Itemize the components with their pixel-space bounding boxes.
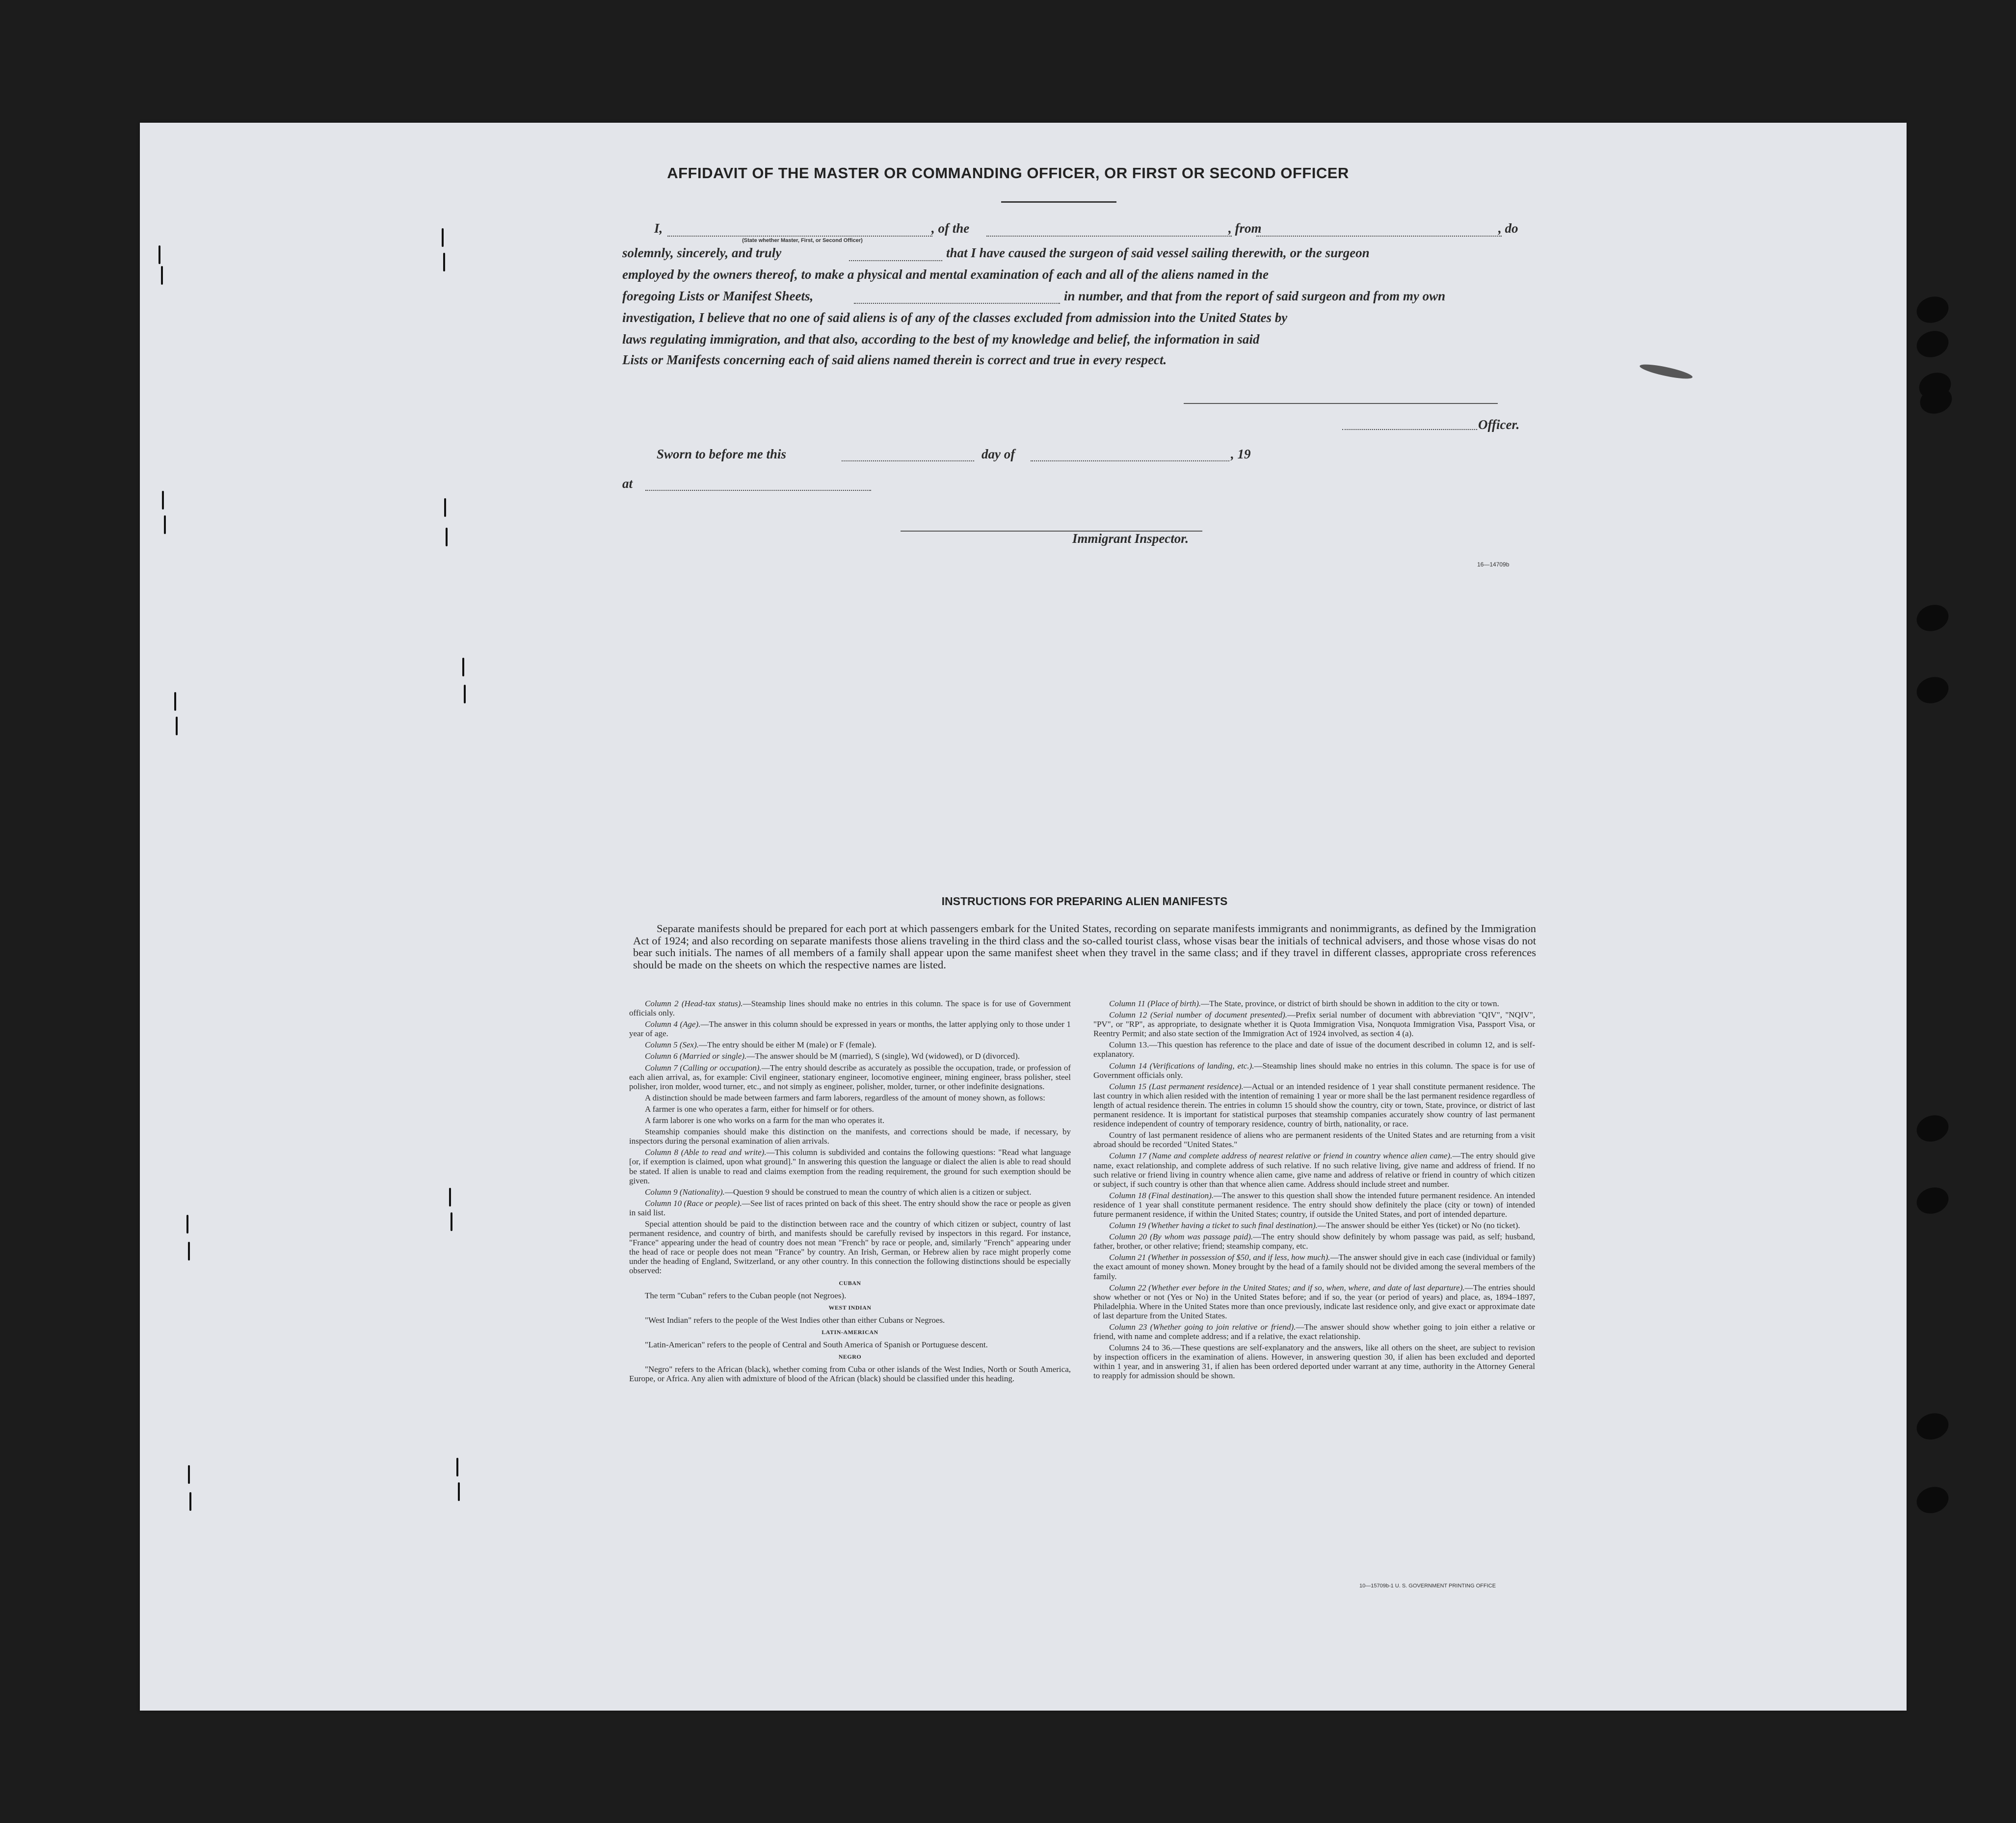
text-sworn: Sworn to before me this	[657, 447, 787, 461]
west-indian-paragraph: "West Indian" refers to the people of the West Indies other than either Cubans or Negroes.	[645, 1315, 945, 1325]
binding-mark	[458, 1482, 460, 1501]
latin-american-heading: LATIN-AMERICAN	[822, 1328, 878, 1336]
binding-mark	[176, 717, 178, 735]
officer-rank-field[interactable]	[667, 236, 932, 237]
binding-mark	[449, 1188, 451, 1206]
officer-signature-line[interactable]	[1184, 403, 1498, 404]
instructions-right-column	[1093, 999, 1535, 1383]
col20-paragraph: Column 20 (By whom was passage paid).—The entry should show definitely by whom passage was paid, as self; husband, father, brother, or other relative; friend; steamship company, etc.	[1093, 1232, 1535, 1251]
instructions-intro: Separate manifests should be prepared for each port at which passengers embark for the United States, recording on separate manifests immigrants and nonimmigrants, as defined by the Immigration Act of 1924; and also recording on separate manifests those aliens traveling in the third class and the so-called tourist class, whose visas bear the initials of technical advisers, and those whose visas do not bear such initials. The names of all members of a family shall appear upon the same manifest sheet when they travel in the same class; and if they travel in different classes, appropriate cross references should be made on the sheets on which the respective names are listed.	[633, 922, 1536, 971]
at-line	[622, 476, 1530, 491]
col17-paragraph: Column 17 (Name and complete address of nearest relative or friend in country whence alien came).—The entry should give name, exact relationship, and complete address of such relative. If no such relative living, give name and address of friend. If no such relative or friend living in country whence alien came, give name and address of relative or friend in country of which citizen or subject, if such country is other than that whence alien came. Address should include street and number.	[1093, 1151, 1535, 1189]
port-from-field[interactable]	[1256, 236, 1502, 237]
affidavit-line-4	[622, 289, 1530, 304]
vessel-name-field[interactable]	[986, 236, 1232, 237]
binding-mark	[442, 228, 444, 247]
col10-paragraph: Column 10 (Race or people).—See list of races printed on back of this sheet. The entry should show the race or people as given in said list.	[629, 1198, 1071, 1217]
binding-mark	[189, 1492, 191, 1511]
affidavit-line-7: Lists or Manifests concerning each of said aliens named therein is correct and true in every respect.	[622, 352, 1167, 367]
col2-paragraph: Column 2 (Head-tax status).—Steamship lines should make no entries in this column. The space is for use of Government officials only.	[629, 999, 1071, 1018]
affidavit-line-5: investigation, I believe that no one of said aliens is of any of the classes excluded from admission into the United States by	[622, 310, 1288, 325]
text-year: , 19	[1231, 447, 1251, 461]
punch-hole	[1913, 293, 1952, 327]
col12-paragraph: Column 12 (Serial number of document presented).—Prefix serial number of document with abbreviation "QIV", "NQIV", "PV", or "RP", as appropriate, to designate whether it is Quota Immigration Visa, Nonquota Immigration Visa, Passport Visa, or Reentry Permit; and also state section of the Immigration Act of 1924 involved, as section 4 (a).	[1093, 1010, 1535, 1039]
text-do: , do	[1498, 221, 1518, 236]
form-number: 16—14709b	[1477, 561, 1510, 568]
sheet-count-field[interactable]	[854, 303, 1060, 304]
bleed-through-text	[1904, 191, 1913, 231]
punch-hole	[1913, 601, 1952, 635]
col7-paragraph: Column 7 (Calling or occupation).—The entry should describe as accurately as possible the occupation, trade, or profession of each alien arrival, as, for example: Civil engineer, stationary engineer, locomotive engineer, mining engineer, brass polisher, steel polisher, iron molder, wood turner, etc., and not simply as engineer, polisher, molder, turner, or other indefinite designations.	[629, 1063, 1071, 1091]
binding-mark	[159, 245, 160, 264]
col13-paragraph: Column 13.—This question has reference to the place and date of issue of the document described in column 12, and is self-explanatory.	[1093, 1040, 1535, 1059]
text-surgeon: that I have caused the surgeon of said vessel sailing therewith, or the surgeon	[946, 245, 1370, 260]
col8-paragraph: Column 8 (Able to read and write).—This column is subdivided and contains the following questions: "Read what language [or, if exemption is claimed, upon what ground]." In answering this question the language or dialect the alien is able to read should be stated. If alien is unable to read and claims exemption from the reading requirement, the ground for such exemption should be given.	[629, 1148, 1071, 1185]
cuban-paragraph: The term "Cuban" refers to the Cuban people (not Negroes).	[645, 1290, 847, 1300]
col19-paragraph: Column 19 (Whether having a ticket to such final destination).—The answer should be either Yes (ticket) or No (no ticket).	[1109, 1221, 1520, 1231]
officer-label: Officer.	[1478, 417, 1520, 432]
col11-paragraph: Column 11 (Place of birth).—The State, province, or district of birth should be shown in addition to the city or town.	[1109, 999, 1499, 1008]
title-rule	[1001, 201, 1116, 203]
text-solemnly: solemnly, sincerely, and truly	[622, 245, 782, 260]
col9-paragraph: Column 9 (Nationality).—Question 9 should be construed to mean the country of which alien is a citizen or subject.	[645, 1187, 1032, 1197]
instructions-title: INSTRUCTIONS FOR PREPARING ALIEN MANIFESTS	[941, 895, 1228, 908]
affidavit-line-2	[622, 245, 1530, 261]
latin-american-paragraph: "Latin-American" refers to the people of Central and South America of Spanish or Portuguese descent.	[645, 1340, 988, 1349]
affidavit-title: AFFIDAVIT OF THE MASTER OR COMMANDING OFFICER, OR FIRST OR SECOND OFFICER	[667, 164, 1349, 182]
col18-paragraph: Column 18 (Final destination).—The answer to this question shall show the intended future permanent residence. An intended residence of 1 year shall constitute permanent residence. The entry should show definitely the place (city or town) of intended future permanent residence, if within the United States; country, if outside the United States, and port of intended departure.	[1093, 1190, 1536, 1219]
binding-mark	[162, 491, 164, 509]
binding-mark	[462, 658, 464, 676]
text-in-number: in number, and that from the report of said surgeon and from my own	[1064, 289, 1446, 303]
binding-mark	[174, 692, 176, 711]
binding-mark	[464, 685, 466, 703]
text-at: at	[622, 476, 633, 491]
negro-heading: NEGRO	[838, 1353, 862, 1361]
laborer-paragraph: A farm laborer is one who works on a farm for the man who operates it.	[645, 1116, 885, 1126]
col14-paragraph: Column 14 (Verifications of landing, etc.).—Steamship lines should make no entries in this column. The space is for use of Government officials only.	[1093, 1061, 1535, 1080]
binding-mark	[188, 1242, 190, 1260]
binding-mark	[456, 1458, 458, 1476]
punch-hole	[1913, 1183, 1952, 1218]
west-indian-heading: WEST INDIAN	[828, 1304, 872, 1311]
steamship-paragraph: Steamship companies should make this distinction on the manifests, and corrections should be made, if necessary, by inspectors during the personal examination of alien arrivals.	[629, 1127, 1071, 1146]
col24-36-paragraph: Columns 24 to 36.—These questions are self-explanatory and the answers, like all others on the sheet, are subject to revision by inspection officers in the examination of aliens. However, in answering question 30, if alien has been excluded and deported within 1 year, and in answering 31, if alien has been ordered deported under warrant at any time, authority in the Attorney General to reapply for admission should be shown.	[1093, 1343, 1535, 1381]
text-foregoing: foregoing Lists or Manifest Sheets,	[622, 289, 814, 303]
text-i: I,	[654, 221, 663, 236]
rank-instruction-note: (State whether Master, First, or Second Officer)	[742, 238, 863, 243]
instructions-left-column	[629, 999, 1071, 1385]
punch-hole	[1913, 673, 1952, 707]
printing-office-footer: 10—15709b-1 U. S. GOVERNMENT PRINTING OFFICE	[1359, 1583, 1496, 1589]
col6-paragraph: Column 6 (Married or single).—The answer should be M (married), S (single), Wd (widowed), or D (divorced).	[645, 1051, 1020, 1061]
text-of-the: , of the	[931, 221, 970, 236]
binding-mark	[164, 515, 166, 534]
text-from: , from	[1228, 221, 1262, 236]
negro-paragraph: "Negro" refers to the African (black), whether coming from Cuba or other islands of the West Indies, North or South America, Europe, or Africa. Any alien with admixture of blood of the African (black) should be classified under this heading.	[629, 1365, 1071, 1384]
sworn-place-field[interactable]	[645, 490, 871, 491]
punch-hole	[1913, 1483, 1952, 1517]
special-paragraph: Special attention should be paid to the distinction between race and the country of which citizen or subject, country of last permanent residence, and country of birth, and manifests should be carefully revised by inspectors in this regard. For instance, "France" appearing under the head of country does not mean "French" by race or people, and, similarly "French" appearing under the head of race or people does not mean "France" by country. An Irish, German, or Hebrew alien by race might properly come under the heading of England, Switzerland, or any other country. In this connection the following distinctions should be especially observed:	[629, 1219, 1071, 1276]
binding-mark	[444, 498, 446, 517]
col5-paragraph: Column 5 (Sex).—The entry should be either M (male) or F (female).	[645, 1040, 876, 1050]
farmer-paragraph: A farmer is one who operates a farm, either for himself or for others.	[645, 1104, 874, 1114]
inspector-label: Immigrant Inspector.	[1072, 531, 1189, 546]
binding-mark	[186, 1215, 188, 1233]
officer-title-field[interactable]	[1342, 429, 1477, 430]
cuban-heading: CUBAN	[839, 1279, 861, 1287]
binding-mark	[188, 1465, 190, 1484]
sworn-month-field[interactable]	[1031, 460, 1229, 461]
blank-field[interactable]	[849, 260, 942, 261]
binding-mark	[446, 528, 448, 546]
binding-mark	[451, 1212, 452, 1231]
sworn-day-field[interactable]	[842, 460, 974, 461]
col22-paragraph: Column 22 (Whether ever before in the United States; and if so, when, where, and date of last departure).—The entries should show whether or not (Yes or No) in the United States before; and if so, the year (or period of years) and place, as, 1894–1897, Philadelphia. Where in the United States more than once previously, indicate last residence only, and give exact or approximate date of last departure from the United States.	[1093, 1283, 1535, 1320]
binding-mark	[443, 253, 445, 271]
farm-paragraph: A distinction should be made between farmers and farm laborers, regardless of the amount of money shown, as follows:	[645, 1093, 1045, 1102]
punch-hole	[1913, 1111, 1952, 1146]
affidavit-line-6: laws regulating immigration, and that also, according to the best of my knowledge and belief, the information in said	[622, 332, 1260, 347]
col21-paragraph: Column 21 (Whether in possession of $50, and if less, how much).—The answer should give in each case (individual or family) the exact amount of money shown. Money brought by the head of a family should not be divided among the several members of the family.	[1093, 1253, 1536, 1281]
col4-paragraph: Column 4 (Age).—The answer in this column should be expressed in years or months, the latter applying only to those under 1 year of age.	[629, 1019, 1071, 1039]
affidavit-line-3: employed by the owners thereof, to make a physical and mental examination of each and all of the aliens named in the	[622, 267, 1269, 282]
col15-paragraph: Column 15 (Last permanent residence).—Actual or an intended residence of 1 year shall constitute permanent residence. The last country in which alien resided with the intention of remaining 1 year or more shall be the last permanent residence regardless of length of actual residence therein. The entries in column 15 should show the country, city or town, State, province, or district of last permanent residence. It is important for statistical purposes that steamship companies accurately show country of last permanent residence independent of country of temporary residence, country of birth, nationality, or race.	[1093, 1081, 1535, 1129]
punch-hole	[1913, 1409, 1952, 1444]
text-day-of: day of	[981, 447, 1015, 461]
col23-paragraph: Column 23 (Whether going to join relative or friend).—The answer should show whether going to join either a relative or friend, with name and complete address; and if a relative, the exact relationship.	[1093, 1322, 1535, 1341]
country-paragraph: Country of last permanent residence of aliens who are permanent residents of the United States and are returning from a visit abroad should be recorded "United States."	[1093, 1130, 1535, 1150]
binding-mark	[161, 266, 163, 285]
punch-hole	[1913, 327, 1952, 361]
